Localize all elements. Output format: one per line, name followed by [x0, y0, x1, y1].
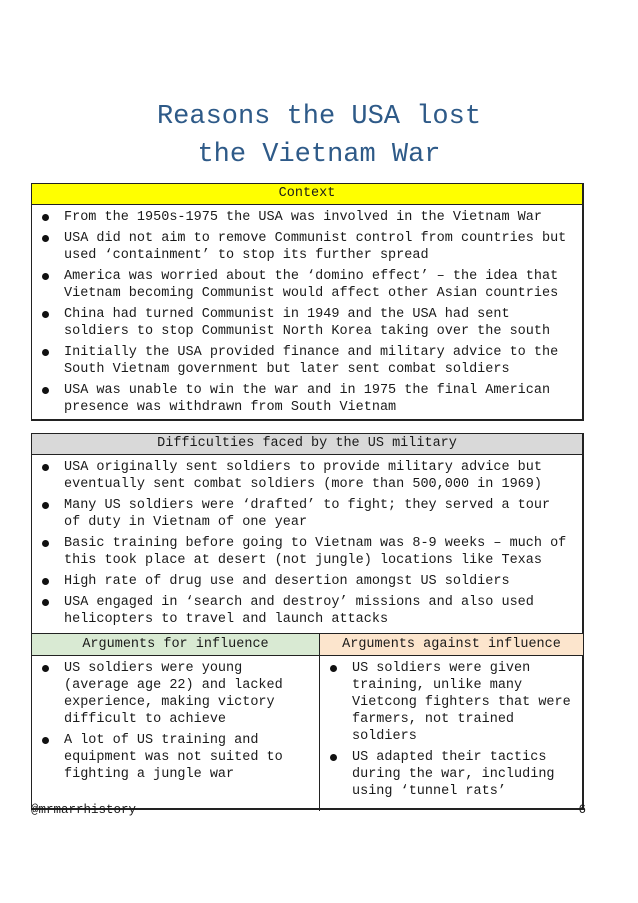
context-header: Context	[32, 184, 582, 205]
list-item-line: US adapted their tactics	[352, 750, 547, 765]
bullet-icon	[330, 754, 337, 761]
list-item-line: USA did not aim to remove Communist control from countries but	[64, 231, 567, 246]
list-item-line: presence was withdrawn from South Vietnam	[64, 400, 397, 415]
list-item	[330, 660, 579, 745]
footer-page-number: 6	[578, 803, 586, 817]
title-line-2: the Vietnam War	[197, 140, 441, 170]
bullet-icon	[42, 349, 49, 356]
list-item-line: farmers, not trained soldiers	[352, 712, 515, 744]
list-item-line: experience, making victory	[64, 695, 275, 710]
list-item-line: Initially the USA provided finance and military advice to the	[64, 345, 559, 360]
list-item	[42, 497, 576, 531]
context-box	[31, 183, 584, 421]
list-item-line: Many US soldiers were ‘drafted’ to fight; they served a tour	[64, 498, 551, 513]
bullet-icon	[42, 665, 49, 672]
list-item	[42, 459, 576, 493]
title-line-1: Reasons the USA lost	[156, 102, 482, 132]
list-item-line: used ‘containment’ to stop its further spread	[64, 248, 429, 263]
list-item-line: during the war, including	[352, 767, 555, 782]
list-item-line: South Vietnam government but later sent combat soldiers	[64, 362, 510, 377]
bullet-icon	[42, 502, 49, 509]
list-item-line: fighting a jungle war	[64, 767, 235, 782]
list-item-line: of duty in Vietnam of one year	[64, 515, 308, 530]
arguments-against-list	[320, 656, 583, 800]
context-list	[32, 205, 582, 416]
list-item	[330, 749, 579, 800]
arguments-against-column	[320, 634, 583, 811]
bullet-icon	[42, 599, 49, 606]
list-item-line: equipment was not suited to	[64, 750, 283, 765]
list-item	[42, 573, 576, 590]
list-item-line: soldiers to stop Communist North Korea taking over the south	[64, 324, 551, 339]
page-title	[0, 98, 638, 174]
list-item-line: eventually sent combat soldiers (more than 500,000 in 1969)	[64, 477, 542, 492]
list-item-line: USA originally sent soldiers to provide military advice but	[64, 460, 542, 475]
list-item-line: A lot of US training and	[64, 733, 259, 748]
arguments-for-header: Arguments for influence	[32, 634, 319, 656]
bullet-icon	[42, 578, 49, 585]
bullet-icon	[42, 540, 49, 547]
arguments-for-column	[32, 634, 320, 811]
difficulties-box	[31, 433, 584, 810]
list-item-line: America was worried about the ‘domino effect’ – the idea that	[64, 269, 559, 284]
list-item	[42, 230, 576, 264]
list-item	[42, 660, 315, 728]
list-item-line: difficult to achieve	[64, 712, 227, 727]
list-item-line: From the 1950s-1975 the USA was involved in the Vietnam War	[64, 210, 542, 225]
bullet-icon	[42, 737, 49, 744]
list-item-line: USA was unable to win the war and in 1975 the final American	[64, 383, 551, 398]
list-item-line: USA engaged in ‘search and destroy’ missions and also used	[64, 595, 534, 610]
list-item-line: US soldiers were given	[352, 661, 531, 676]
list-item	[42, 306, 576, 340]
list-item	[42, 268, 576, 302]
arguments-against-header: Arguments against influence	[320, 634, 583, 656]
list-item-line: High rate of drug use and desertion amongst US soldiers	[64, 574, 510, 589]
bullet-icon	[42, 387, 49, 394]
difficulties-header: Difficulties faced by the US military	[32, 434, 582, 455]
list-item-line: this took place at desert (not jungle) locations like Texas	[64, 553, 542, 568]
arguments-columns	[32, 633, 582, 811]
list-item-line: (average age 22) and lacked	[64, 678, 283, 693]
list-item-line: using ‘tunnel rats’	[352, 784, 506, 799]
list-item	[42, 594, 576, 628]
list-item-line: Vietcong fighters that were	[352, 695, 571, 710]
list-item	[42, 732, 315, 783]
list-item	[42, 382, 576, 416]
bullet-icon	[42, 273, 49, 280]
list-item	[42, 344, 576, 378]
bullet-icon	[42, 214, 49, 221]
list-item-line: US soldiers were young	[64, 661, 243, 676]
list-item-line: training, unlike many	[352, 678, 523, 693]
bullet-icon	[330, 665, 337, 672]
arguments-for-list	[32, 656, 319, 783]
list-item-line: helicopters to travel and launch attacks	[64, 612, 389, 627]
list-item-line: Basic training before going to Vietnam was 8-9 weeks – much of	[64, 536, 567, 551]
list-item-line: China had turned Communist in 1949 and the USA had sent	[64, 307, 510, 322]
list-item-line: Vietnam becoming Communist would affect other Asian countries	[64, 286, 559, 301]
difficulties-list	[32, 455, 582, 628]
bullet-icon	[42, 464, 49, 471]
list-item	[42, 209, 576, 226]
list-item	[42, 535, 576, 569]
bullet-icon	[42, 311, 49, 318]
bullet-icon	[42, 235, 49, 242]
footer-author: @mrmarrhistory	[31, 803, 137, 817]
